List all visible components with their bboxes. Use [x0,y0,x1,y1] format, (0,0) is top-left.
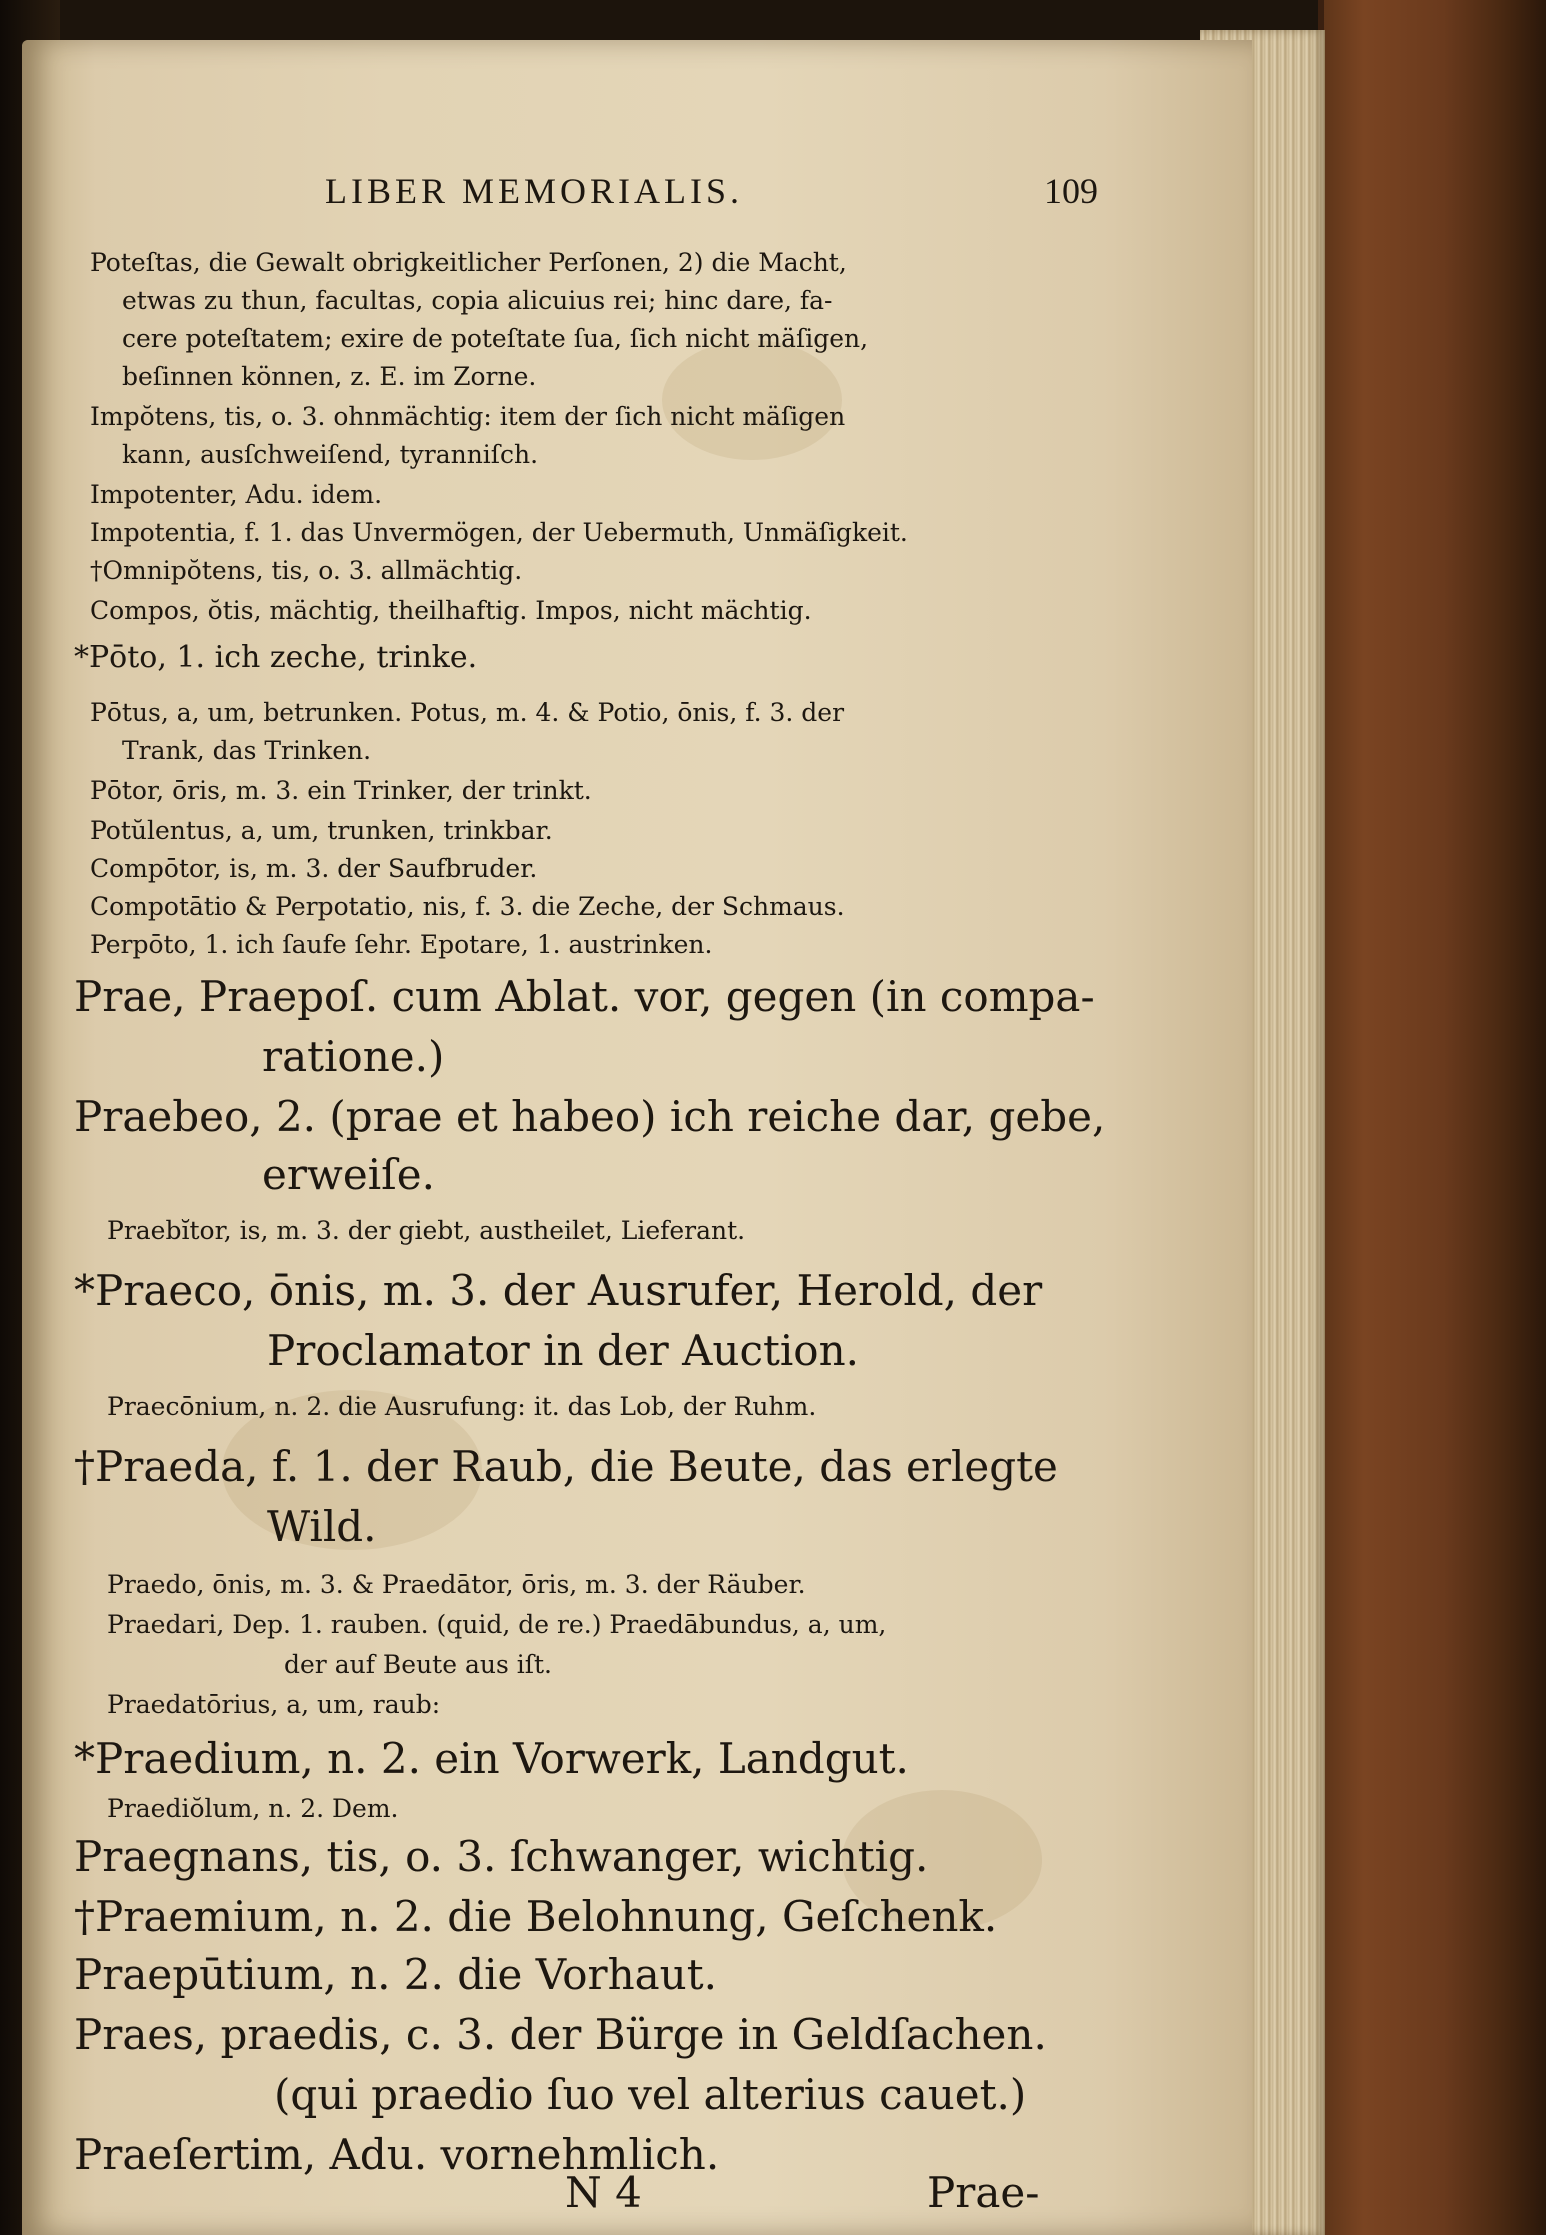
headword-line: Proclamator in der Auction. [267,1326,859,1375]
entry-line: Praebĭtor, is, m. 3. der giebt, austheilet, Lieferant. [107,1216,746,1245]
entry-line: Potŭlentus, a, um, trunken, trinkbar. [90,816,553,845]
entry-line: Impotenter, Adu. idem. [90,480,383,509]
headword-line: Praebeo, 2. (prae et habeo) ich reiche dar, gebe, [74,1092,1106,1141]
book-cover-binding [1318,0,1546,2235]
paper-stain [662,340,842,460]
headword-line: †Praeda, f. 1. der Raub, die Beute, das erlegte [74,1442,1058,1491]
page-number: 109 [1044,171,1098,211]
headword-line: erweiſe. [262,1150,435,1199]
headword-line: Praepūtium, n. 2. die Vorhaut. [74,1950,717,1999]
entry-line: Praedatōrius, a, um, raub: [107,1690,441,1719]
entry-line: Praedo, ōnis, m. 3. & Praedātor, ōris, m. 3. der Räuber. [107,1570,806,1599]
entry-line: der auf Beute aus iſt. [284,1650,552,1679]
headword-line: Praegnans, tis, o. 3. ſchwanger, wichtig. [74,1832,929,1881]
entry-line: Impŏtens, tis, o. 3. ohnmächtig: item der ſich nicht mäſigen [90,402,846,431]
entry-line: Praecōnium, n. 2. die Ausrufung: it. das Lob, der Ruhm. [107,1392,817,1421]
entry-line: Pōtor, ōris, m. 3. ein Trinker, der trinkt. [90,776,592,805]
entry-line: beſinnen können, z. E. im Zorne. [122,362,537,391]
headword-line: *Pōto, 1. ich zeche, trinke. [74,640,478,675]
book-page [22,40,1252,2235]
entry-line: Trank, das Trinken. [122,736,372,765]
entry-line: etwas zu thun, facultas, copia alicuius rei; hinc dare, fa- [122,286,833,315]
entry-line: Compotātio & Perpotatio, nis, f. 3. die Zeche, der Schmaus. [90,892,845,921]
entry-line: cere poteſtatem; exire de poteſtate ſua, ſich nicht mäſigen, [122,324,869,353]
headword-line: ratione.) [262,1032,445,1081]
headword-line: Prae, Praepoſ. cum Ablat. vor, gegen (in compa- [74,972,1095,1021]
signature-mark: N 4 [565,2168,642,2217]
entry-line: Compos, ŏtis, mächtig, theilhaftig. Impos, nicht mächtig. [90,596,812,625]
entry-line: Poteſtas, die Gewalt obrigkeitlicher Perſonen, 2) die Macht, [90,248,847,277]
headword-line: *Praedium, n. 2. ein Vorwerk, Landgut. [74,1734,909,1783]
headword-line: Wild. [267,1502,377,1551]
entry-line: Pōtus, a, um, betrunken. Potus, m. 4. & Potio, ōnis, f. 3. der [90,698,845,727]
entry-line: †Omnipŏtens, tis, o. 3. allmächtig. [90,556,523,585]
entry-line: Praediŏlum, n. 2. Dem. [107,1794,399,1823]
catchword: Prae- [927,2168,1040,2217]
headword-line: Praes, praedis, c. 3. der Bürge in Geldſachen. [74,2010,1047,2059]
headword-line: (qui praedio ſuo vel alterius cauet.) [274,2070,1027,2119]
headword-line: *Praeco, ōnis, m. 3. der Ausrufer, Herold, der [74,1266,1043,1315]
entry-line: kann, ausſchweiſend, tyranniſch. [122,440,539,469]
entry-line: Praedari, Dep. 1. rauben. (quid, de re.) Praedābundus, a, um, [107,1610,887,1639]
entry-line: Impotentia, f. 1. das Unvermögen, der Uebermuth, Unmäſigkeit. [90,518,908,547]
entry-line: Compōtor, is, m. 3. der Saufbruder. [90,854,538,883]
headword-line: †Praemium, n. 2. die Belohnung, Geſchenk. [74,1892,998,1941]
entry-line: Perpōto, 1. ich ſaufe ſehr. Epotare, 1. austrinken. [90,930,713,959]
headword-line: Praeſertim, Adu. vornehmlich. [74,2130,720,2179]
running-head: LIBER MEMORIALIS. [325,171,743,211]
